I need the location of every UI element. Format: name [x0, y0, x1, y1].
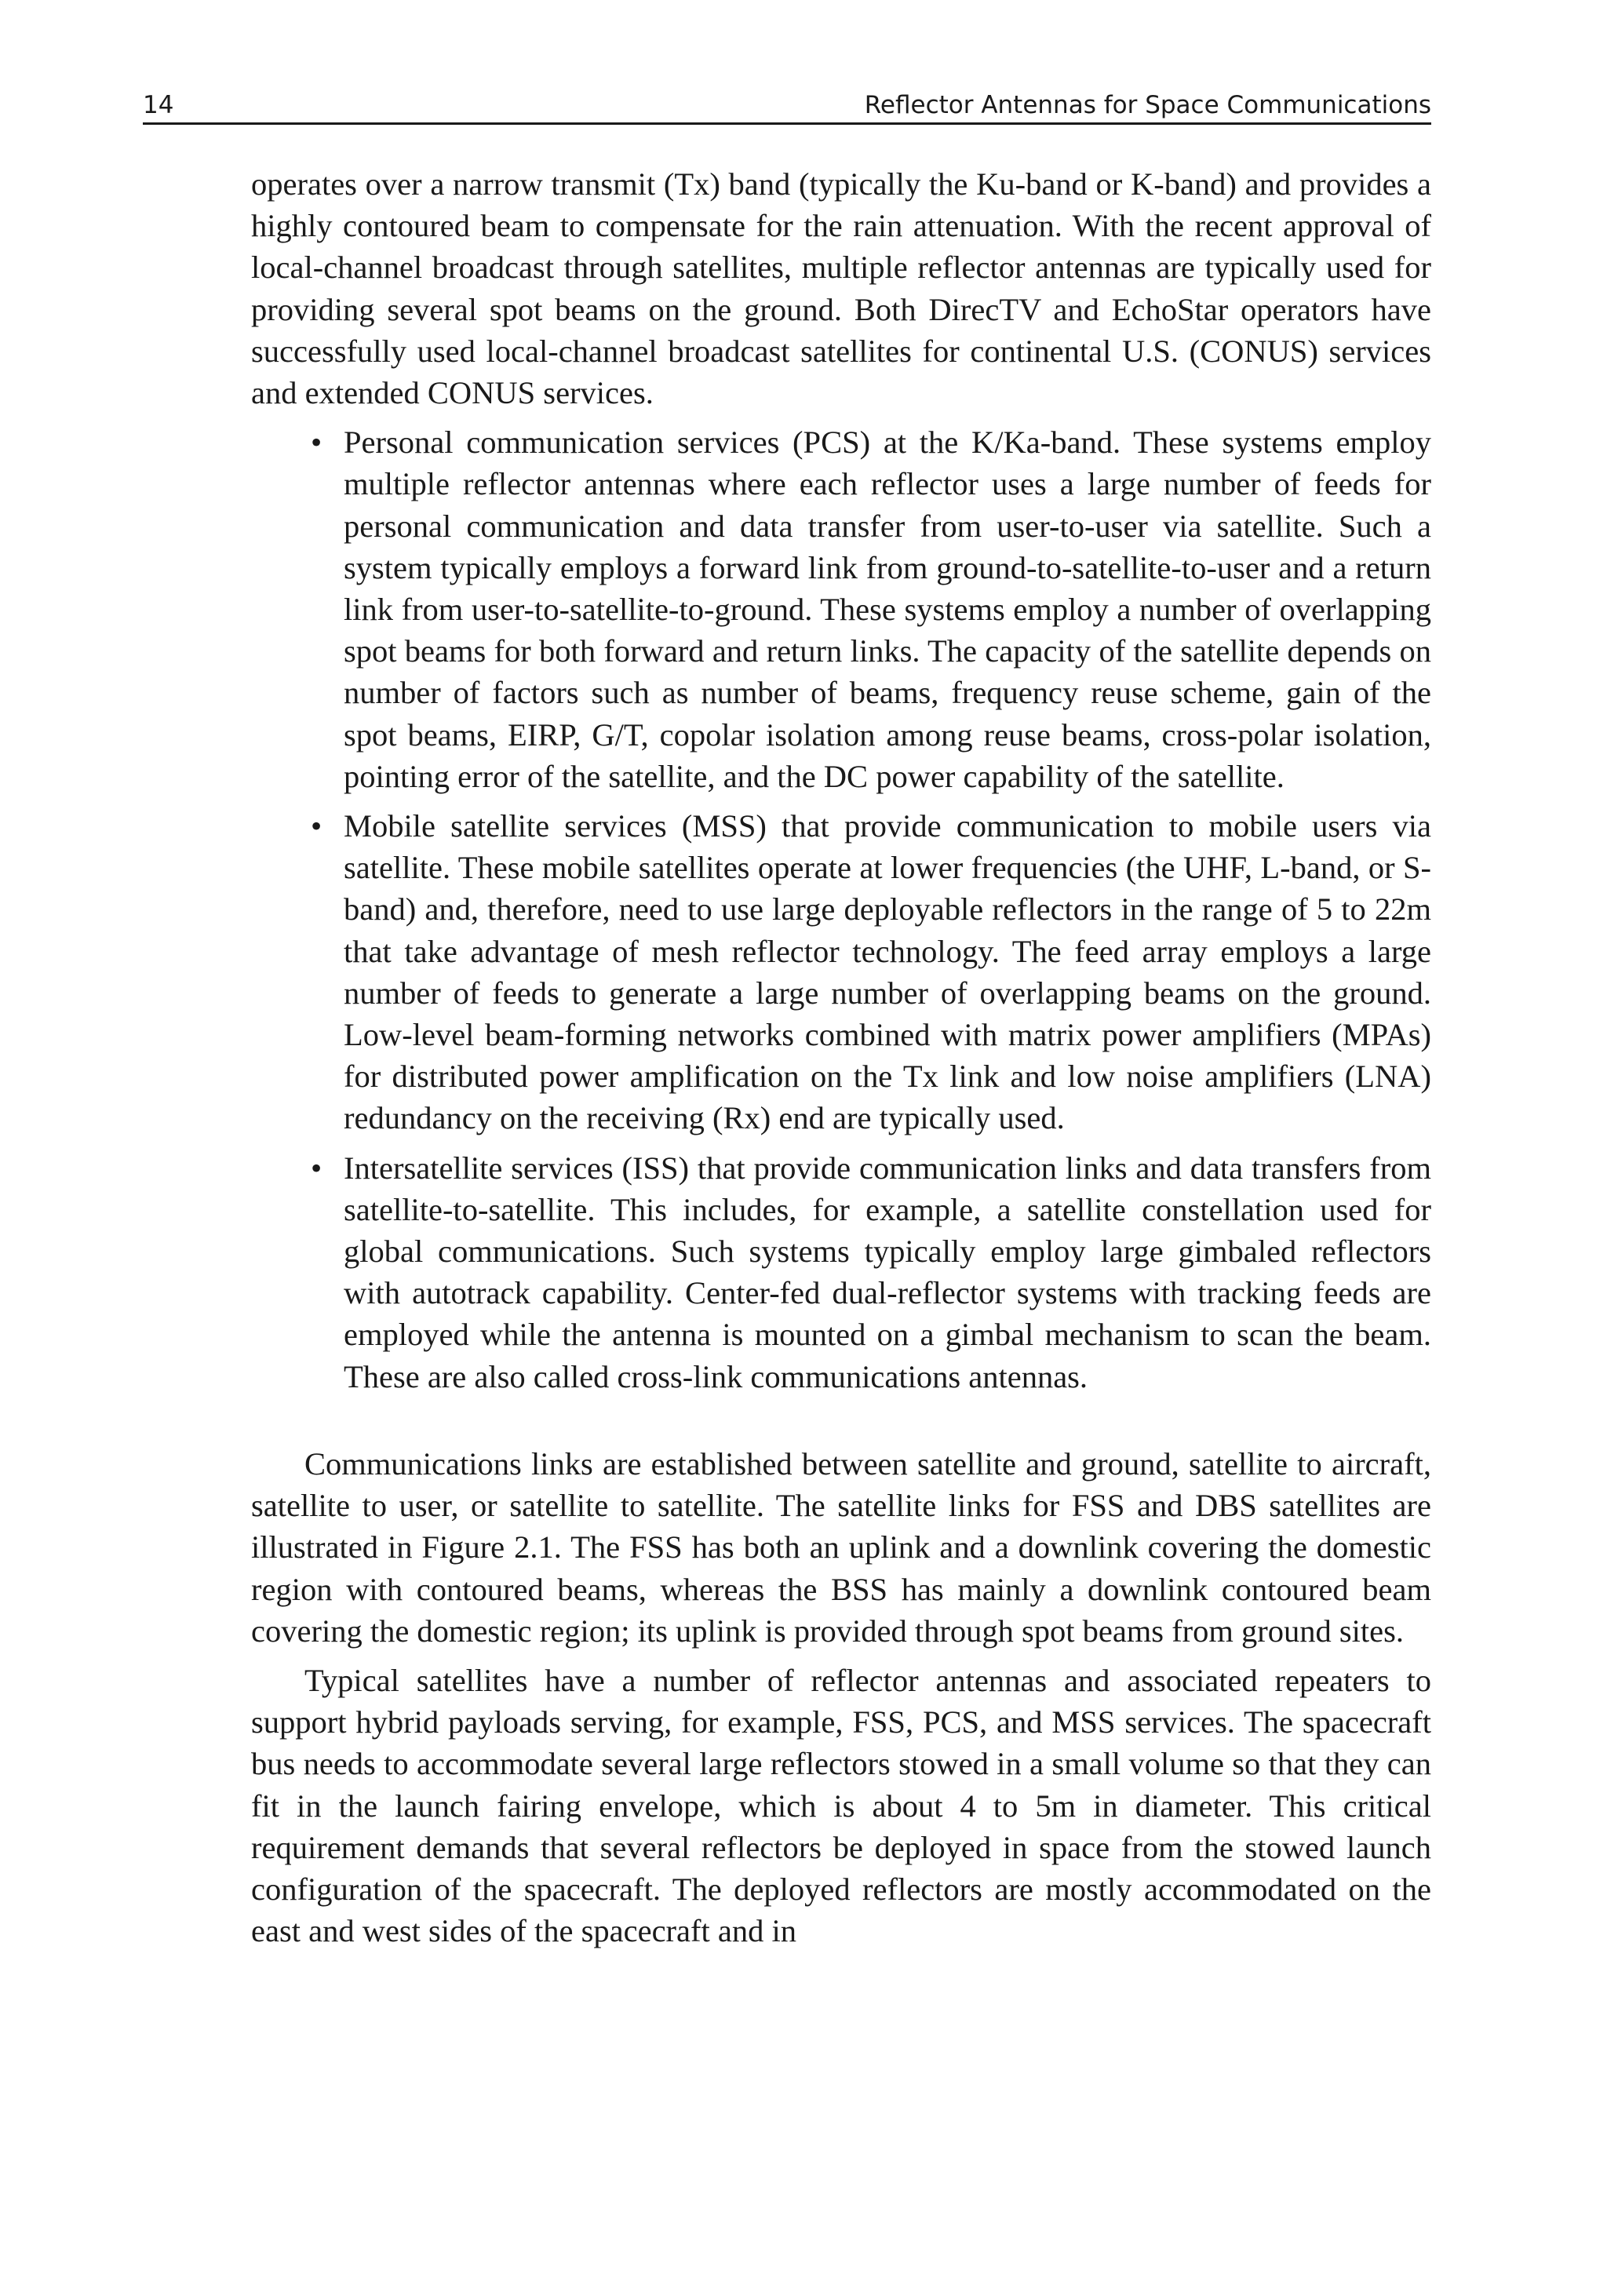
running-header [143, 88, 1431, 125]
bullet-item-iss [251, 1147, 1431, 1398]
services-bullet-list [251, 421, 1431, 1398]
page-body [251, 163, 1431, 1952]
bullet-marker: • [311, 1150, 322, 1186]
bullet-marker: • [311, 425, 322, 461]
bullet-text: Mobile satellite services (MSS) that provide communication to mobile users via satellite. These mobile satellites operate at lower frequencies (the UHF, L-band, or S-band) and, therefore, need to use large deployable reflectors in the range of 5 to 22m that take advantage of mesh reflector technology. The feed array employs a large number of feeds to generate a large number of overlapping beams on the ground. Low-level beam-forming networks combined with matrix power amplifiers (MPAs) for distributed power amplification on the Tx link and low noise amplifiers (LNA) redundancy on the receiving (Rx) end are typically used. [344, 808, 1431, 1136]
bullet-item-pcs [251, 421, 1431, 797]
paragraph-communications-links: Communications links are established between satellite and ground, satellite to aircraft, satellite to user, or satellite to satellite. The satellite links for FSS and DBS satellites are illustrated in Figure 2.1. The FSS has both an uplink and a downlink covering the domestic region with contoured beams, whereas the BSS has mainly a downlink contoured beam covering the domestic region; its uplink is provided through spot beams from ground sites. [251, 1445, 1431, 1649]
body-paragraphs [251, 1443, 1431, 1952]
page-number: 14 [143, 91, 174, 119]
bullet-text: Intersatellite services (ISS) that provide communication links and data transfers from satellite-to-satellite. This includes, for example, a satellite constellation used for global communications. Such systems typically employ large gimbaled reflectors with autotrack capability. Center-fed dual-reflector systems with tracking feeds are employed while the antenna is mounted on a gimbal mechanism to scan the beam. These are also called cross-link communications antennas. [344, 1150, 1431, 1394]
bullet-marker: • [311, 808, 322, 844]
running-title: Reflector Antennas for Space Communications [864, 91, 1431, 119]
paragraph-typical-satellites: Typical satellites have a number of reflector antennas and associated repeaters to support hybrid payloads serving, for example, FSS, PCS, and MSS services. The spacecraft bus needs to accommodate several large reflectors stowed in a small volume so that they can fit in the launch fairing envelope, which is about 4 to 5m in diameter. This critical requirement demands that several reflectors be deployed in space from the stowed launch configuration of the spacecraft. The deployed reflectors are mostly accommodated on the east and west sides of the spacecraft and in [251, 1662, 1431, 1949]
bullet-item-mss [251, 805, 1431, 1139]
bullet-text: Personal communication services (PCS) at the K/Ka-band. These systems employ multiple reflector antennas where each reflector uses a large number of feeds for personal communication and data transfer from user-to-user via satellite. Such a system typically employs a forward link from ground-to-satellite-to-user and a return link from user-to-satellite-to-ground. These systems employ a number of overlapping spot beams for both forward and return links. The capacity of the satellite depends on number of factors such as number of beams, frequency reuse scheme, gain of the spot beams, EIRP, G/T, copolar isolation among reuse beams, cross-polar isolation, pointing error of the satellite, and the DC power capability of the satellite. [344, 425, 1431, 794]
continued-paragraph: operates over a narrow transmit (Tx) band (typically the Ku-band or K-band) and provides a highly contoured beam to compensate for the rain attenuation. With the recent approval of local-channel broadcast through satellites, multiple reflector antennas are typically used for providing several spot beams on the ground. Both DirecTV and EchoStar operators have successfully used local-channel broadcast satellites for continental U.S. (CONUS) services and extended CONUS services. [251, 166, 1431, 411]
